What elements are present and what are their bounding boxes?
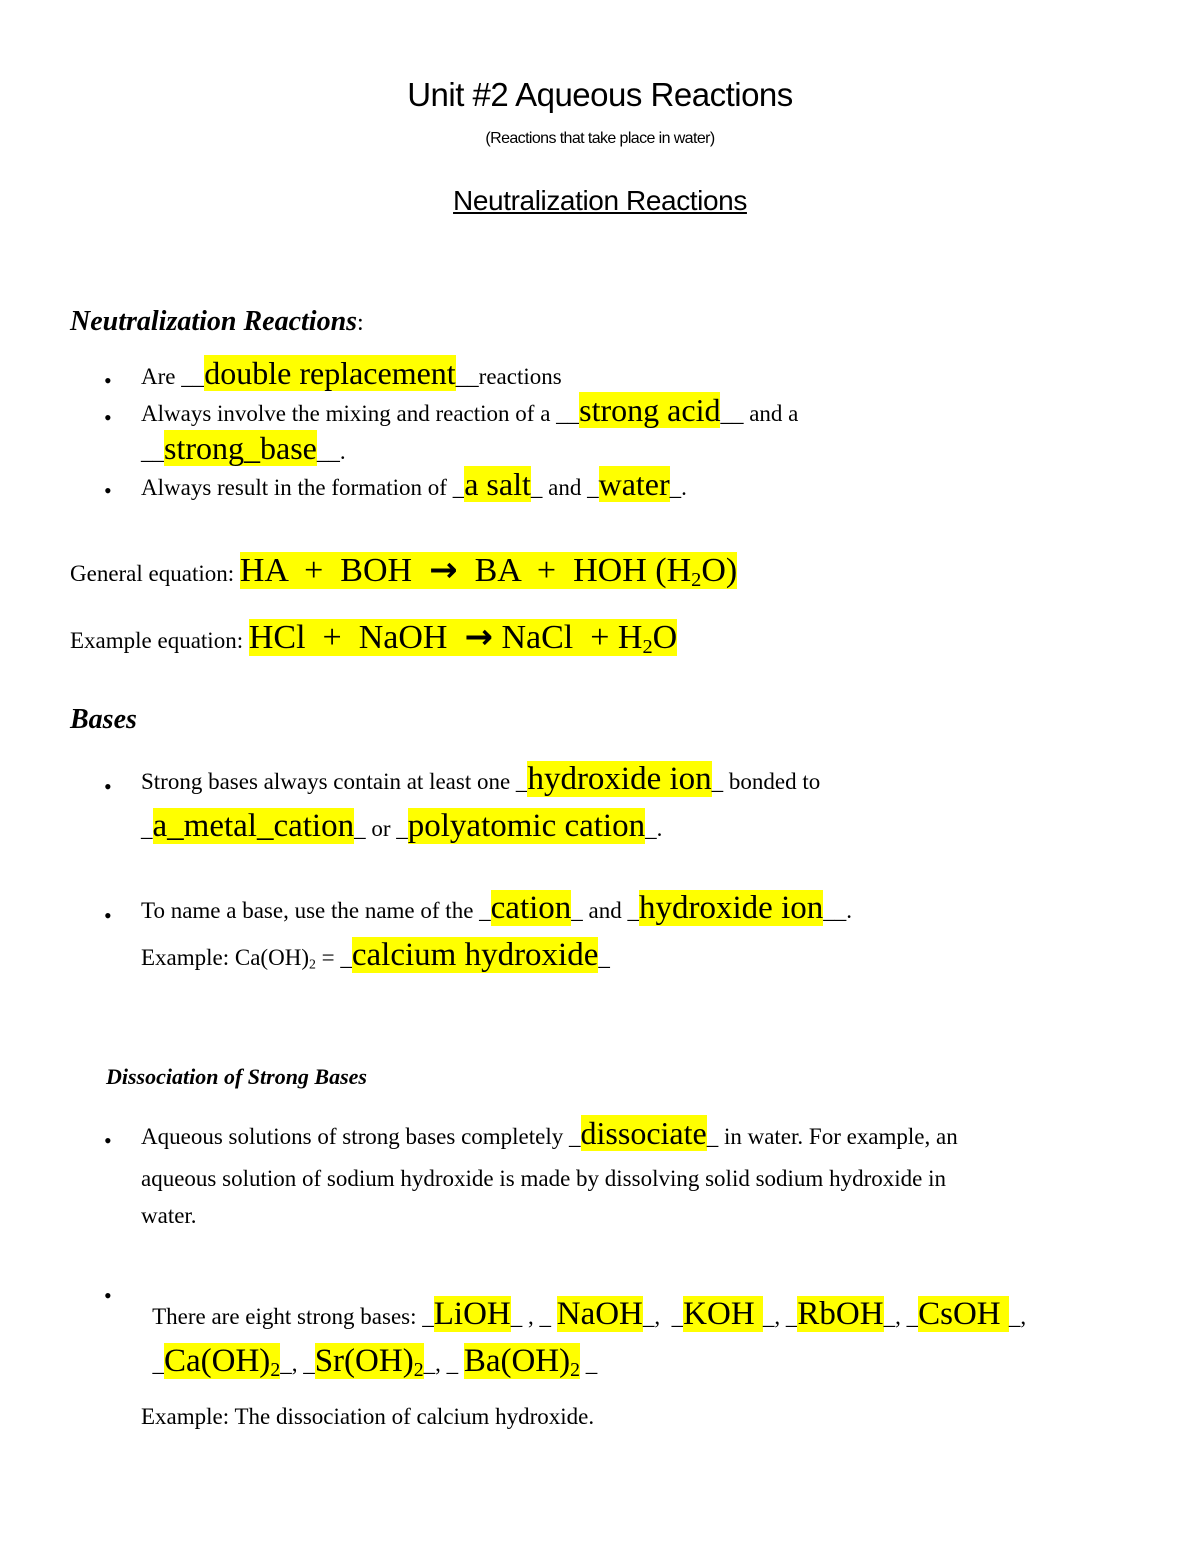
list-item-continued: water.: [141, 1203, 197, 1228]
bases-heading: Bases: [70, 704, 137, 735]
bullet-icon: •: [104, 1128, 112, 1153]
list-item-continued: aqueous solution of sodium hydroxide is made by dissolving solid sodium hydroxide in: [141, 1166, 946, 1191]
answer: a_metal_cation: [152, 808, 355, 844]
dissociation-heading: Dissociation of Strong Bases: [106, 1064, 367, 1089]
list-item: Aqueous solutions of strong bases completely _dissociate_ in water. For example, an: [141, 1115, 958, 1151]
section-title: Neutralization Reactions: [453, 185, 747, 216]
list-item-example: Example: $Ca(OH)_2$ = _calcium hydroxide_: [141, 937, 610, 973]
strong-base-answer: $Sr(OH)_2$: [314, 1343, 424, 1381]
strong-base-answer: NaOH: [556, 1296, 643, 1332]
bullet-icon: •: [104, 774, 112, 799]
list-item: Are __double replacement__reactions: [141, 355, 562, 391]
strong-base-answer: $Ba(OH)_2$: [463, 1343, 581, 1381]
answer: polyatomic cation: [407, 808, 646, 844]
bullet-icon: •: [104, 903, 112, 928]
answer: hydroxide ion: [527, 761, 712, 797]
neutralization-heading: Neutralization Reactions:: [70, 306, 364, 337]
list-item: Always result in the formation of _a salt_ and _water_.: [141, 466, 687, 502]
answer: strong_base: [164, 430, 317, 466]
answer: strong acid: [579, 392, 721, 428]
equation: HCl + NaOH → NaCl + $H_2O$: [248, 617, 678, 659]
answer: calcium hydroxide: [351, 937, 599, 973]
page-subtitle: (Reactions that take place in water): [485, 130, 715, 147]
strong-base-answer: CsOH: [918, 1296, 1009, 1332]
list-item-continued: _a_metal_cation_ or _polyatomic cation_.: [141, 808, 663, 844]
list-item-continued: __strong_base__.: [141, 430, 346, 466]
strong-base-answer: RbOH: [797, 1296, 884, 1332]
list-item: To name a base, use the name of the _cation_ and _hydroxide ion__.: [141, 890, 852, 926]
equation: HA + BOH → BA + HOH $(H_2O)$: [239, 550, 738, 592]
bullet-icon: •: [104, 1283, 112, 1308]
example-text: Example: The dissociation of calcium hydroxide.: [141, 1404, 595, 1429]
strong-base-answer: KOH: [683, 1296, 763, 1332]
list-item: Strong bases always contain at least one _hydroxide ion_ bonded to: [141, 761, 821, 797]
arrow-icon: →: [429, 550, 458, 590]
list-item: Always involve the mixing and reaction of a __strong acid__ and a: [141, 392, 799, 428]
bullet-icon: •: [104, 368, 112, 393]
answer: dissociate: [580, 1115, 707, 1151]
answer: cation: [490, 890, 572, 926]
list-item-continued: $\_Ca(OH)_2\_$, $\_Sr(OH)_2\_$, _ $Ba(OH)_2$ _: [152, 1343, 598, 1381]
list-item: There are eight strong bases: _LiOH_ , _ NaOH_, _KOH _, _RbOH_, _CsOH _,: [152, 1296, 1027, 1332]
arrow-icon: →: [464, 617, 493, 657]
answer: a salt: [464, 466, 531, 502]
example-equation: Example equation: HCl + NaOH → NaCl + $H_2O$: [70, 617, 678, 659]
bullet-icon: •: [104, 405, 112, 430]
answer: double replacement: [204, 355, 456, 391]
general-equation: General equation: HA + BOH → BA + HOH $(H_2O)$: [70, 550, 738, 592]
answer: water: [598, 466, 670, 502]
page-title: Unit #2 Aqueous Reactions: [407, 76, 793, 113]
strong-base-answer: $Ca(OH)_2$: [164, 1343, 281, 1381]
answer: hydroxide ion: [639, 890, 824, 926]
strong-base-answer: LiOH: [433, 1296, 511, 1332]
bullet-icon: •: [104, 478, 112, 503]
